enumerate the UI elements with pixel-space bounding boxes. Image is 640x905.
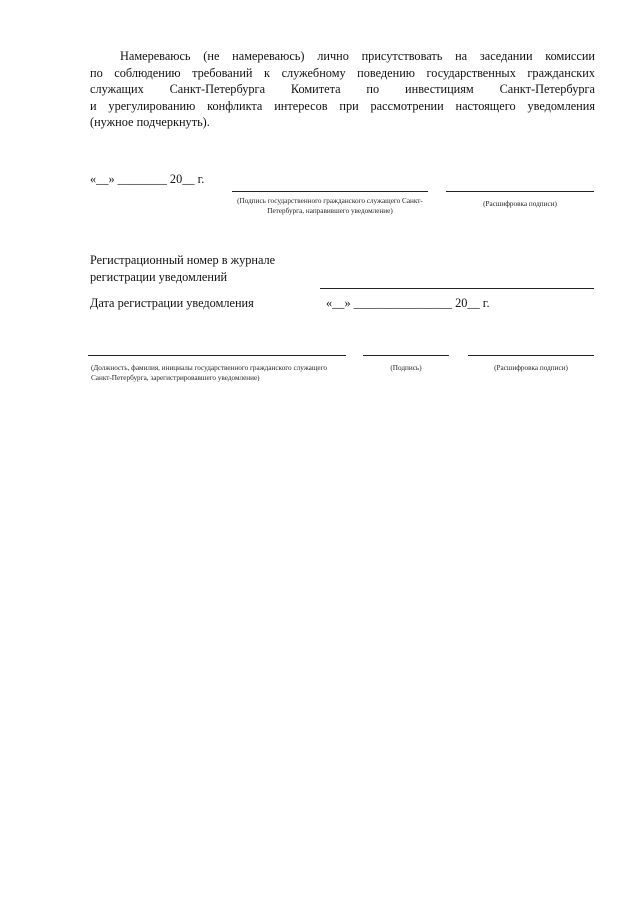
statement-line: (нужное подчеркнуть). — [90, 115, 210, 129]
sender-date-line: «__» ________ 20__ г. — [90, 172, 205, 186]
sender-signature-caption: (Подпись государственного гражданского служащего Санкт-Петербурга, направившего уведомление) — [237, 197, 423, 215]
registrar-decode-line — [468, 355, 594, 356]
registrar-signature-caption: (Подпись) — [390, 364, 422, 372]
registrar-decode-caption: (Расшифровка подписи) — [494, 364, 568, 372]
statement-line: Намереваюсь (не намереваюсь) лично присутствовать на заседании комиссии — [120, 49, 595, 63]
registration-date-label: Дата регистрации уведомления — [90, 296, 254, 310]
registration-number-label-line2: регистрации уведомлений — [90, 270, 228, 284]
attendance-statement — [90, 48, 595, 131]
sender-signature-line — [232, 191, 428, 192]
registration-number-line — [320, 288, 594, 289]
registration-date-value: «__» ________________ 20__ г. — [326, 296, 490, 310]
registrar-signature-line — [363, 355, 449, 356]
registrar-position-line — [88, 355, 346, 356]
statement-line: и урегулированию конфликта интересов при рассмотрении настоящего уведомления — [90, 98, 595, 113]
sender-decode-caption: (Расшифровка подписи) — [483, 200, 557, 208]
registration-number-label-line1: Регистрационный номер в журнале — [90, 253, 276, 267]
statement-line: служащих Санкт-Петербурга Комитета по инвестициям Санкт-Петербурга — [90, 82, 595, 96]
registrar-position-caption: (Должность, фамилия, инициалы государственного гражданского служащего Санкт-Петербурга, зарегистрировавшего уведомление) — [91, 364, 327, 382]
sender-decode-line — [446, 191, 594, 192]
statement-line: по соблюдению требований к служебному поведению государственных гражданских — [90, 65, 595, 80]
